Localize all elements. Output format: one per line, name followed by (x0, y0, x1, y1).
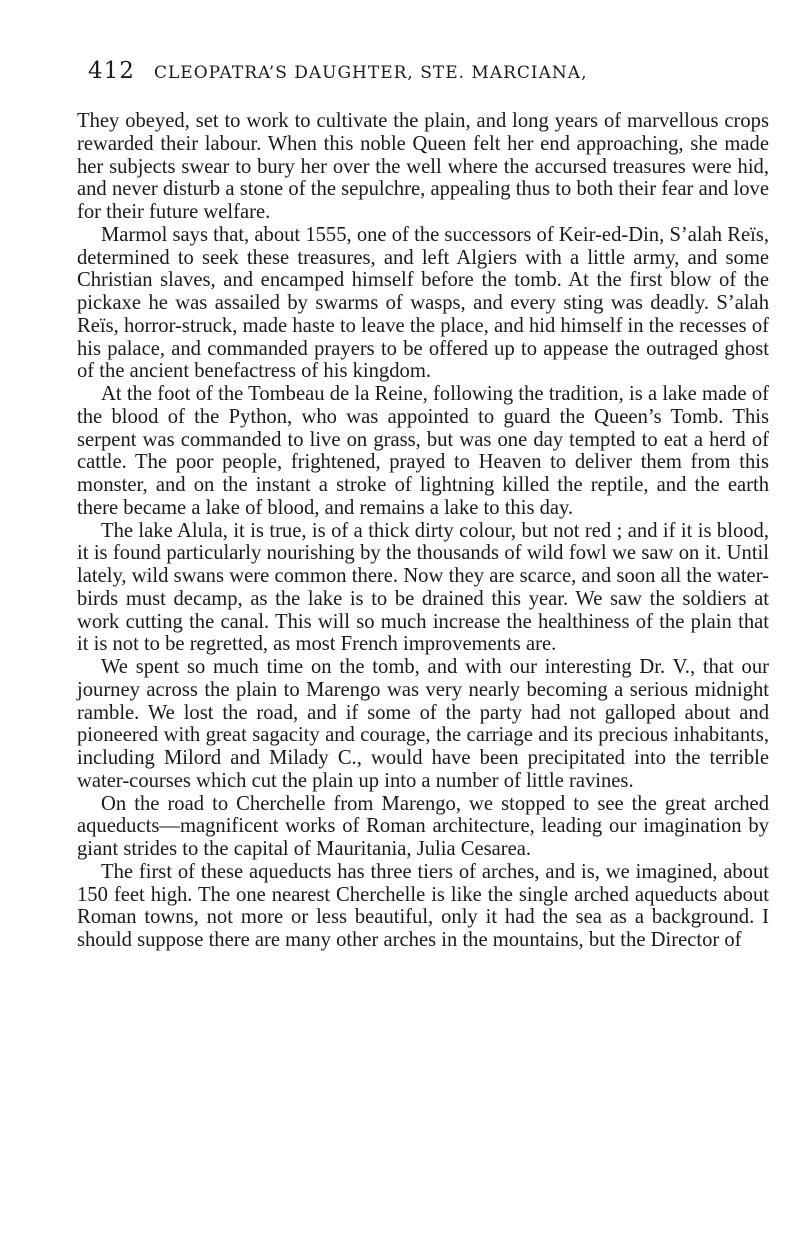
page-number: 412 (88, 58, 135, 84)
paragraph-4: The lake Alula, it is true, is of a thick dirty colour, but not red ; and if it is blood, it is found particularly nourishing by the thousands of wild fowl we saw on it. Until lately, wild swans were common there. Now they are scarce, and soon all the water-birds must decamp, as the lake is to be drained this year. We saw the soldiers at work cutting the canal. This will so much increase the healthiness of the plain that it is not to be regretted, as most French improvements are. (77, 519, 769, 656)
body-text (77, 110, 769, 952)
running-head (88, 58, 778, 88)
paragraph-5: We spent so much time on the tomb, and with our interesting Dr. V., that our journey across the plain to Marengo was very nearly becoming a serious midnight ramble. We lost the road, and if some of the party had not galloped about and pioneered with great sagacity and courage, the carriage and its precious inhabitants, including Milord and Milady C., would have been precipitated into the terrible water-courses which cut the plain up into a number of little ravines. (77, 656, 769, 792)
paragraph-6: On the road to Cherchelle from Marengo, we stopped to see the great arched aqueducts—magnificent works of Roman architecture, leading our imagination by giant strides to the capital of Mauritania, Julia Cesarea. (77, 792, 769, 860)
paragraph-1: They obeyed, set to work to cultivate the plain, and long years of marvellous crops rewarded their labour. When this noble Queen felt her end approaching, she made her subjects swear to bury her over the well where the accursed treasures were hid, and never disturb a stone of the sepulchre, appealing thus to both their fear and love for their future welfare. (77, 110, 769, 223)
paragraph-2: Marmol says that, about 1555, one of the successors of Keir-ed-Din, S’alah Reïs, determined to seek these treasures, and left Algiers with a little army, and some Christian slaves, and encamped himself before the tomb. At the first blow of the pickaxe he was assailed by swarms of wasps, and every sting was deadly. S’alah Reïs, horror-struck, made haste to leave the place, and hid himself in the recesses of his palace, and commanded prayers to be offered up to appease the outraged ghost of the ancient benefactress of his kingdom. (77, 223, 769, 383)
paragraph-3: At the foot of the Tombeau de la Reine, following the tradition, is a lake made of the blood of the Python, who was appointed to guard the Queen’s Tomb. This serpent was commanded to live on grass, but was one day tempted to eat a herd of cattle. The poor people, frightened, prayed to Heaven to deliver them from this monster, and on the instant a stroke of lightning killed the reptile, and the earth there became a lake of blood, and remains a lake to this day. (77, 383, 769, 519)
paragraph-7: The first of these aqueducts has three tiers of arches, and is, we imagined, about 150 feet high. The one nearest Cherchelle is like the single arched aqueducts about Roman towns, not more or less beautiful, only it had the sea as a background. I should suppose there are many other arches in the mountains, but the Director of (77, 860, 769, 951)
running-title: CLEOPATRA’S DAUGHTER, STE. MARCIANA, (154, 63, 588, 83)
